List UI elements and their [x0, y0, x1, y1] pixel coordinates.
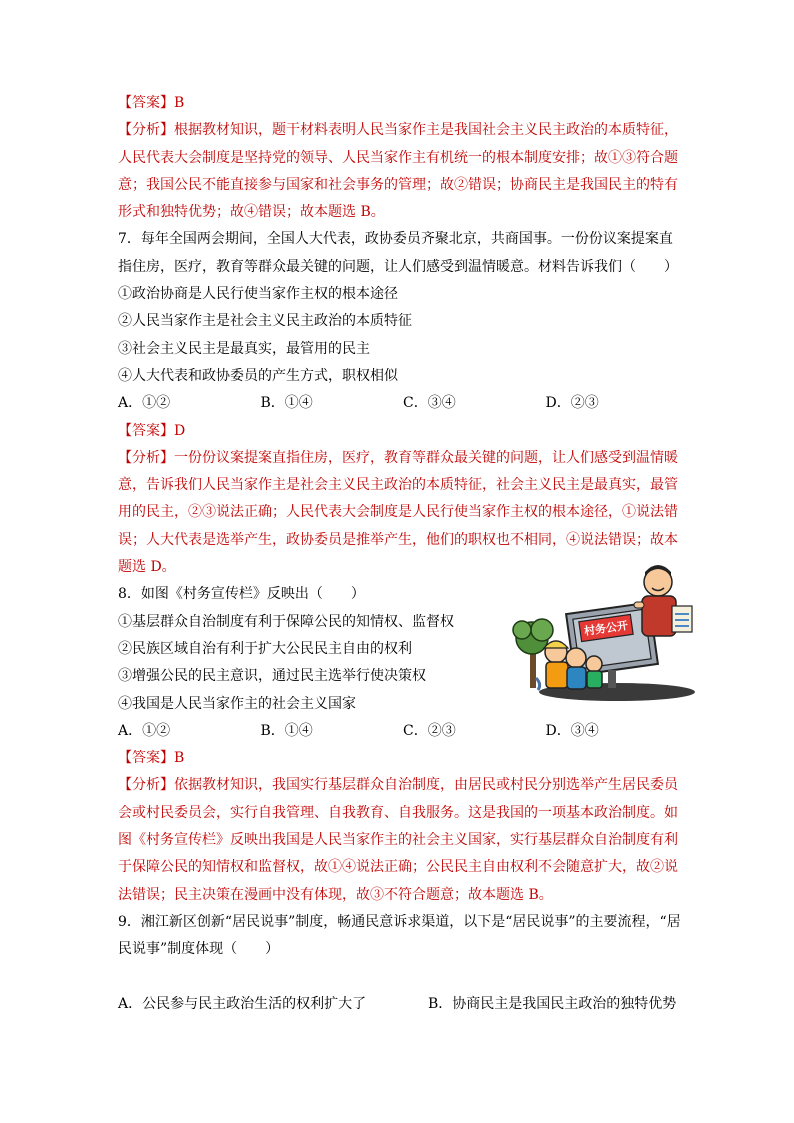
q7-analysis-line-2: 意，告诉我们人民当家作主是社会主义民主政治的本质特征，社会主义民主是最真实，最管: [118, 477, 678, 494]
q9-stem-line-2: 民说事”制度体现（ ）: [118, 941, 280, 958]
q7-analysis-line-1: 【分析】一份份议案提案直指住房，医疗，教育等群众最关键的问题，让人们感受到温情暖: [118, 449, 678, 466]
answer-value: B: [174, 95, 185, 111]
q6-analysis-line-2: 人民代表大会制度是坚持党的领导、人民当家作主有机统一的根本制度安排；故①③符合题: [118, 149, 678, 166]
answer-tag: 【答案】: [118, 422, 174, 439]
q8-analysis-line-2: 会或村民委员会，实行自我管理、自我教育、自我服务。这是我国的一项基本政治制度。如: [118, 804, 678, 821]
q8-option-c: C．②③: [403, 722, 456, 739]
q7-option-b: B．①④: [260, 395, 313, 412]
q9-option-b: B．协商民主是我国民主政治的独特优势: [428, 995, 677, 1012]
q7-stem-line-1: 7．每年全国两会期间，全国人大代表，政协委员齐聚北京，共商国事。一份份议案提案直: [118, 231, 673, 248]
q7-statement-2: ②人民当家作主是社会主义民主政治的本质特征: [118, 313, 412, 330]
q8-statement-3: ③增强公民的民主意识，通过民主选举行使决策权: [118, 668, 426, 685]
q7-option-a: A．①②: [118, 395, 171, 412]
q7-analysis-line-4: 误；人大代表是选举产生，政协委员是推举产生，他们的职权也不相同，④说法错误；故本: [118, 531, 678, 548]
q8-statement-2: ②民族区域自治有利于扩大公民民主自由的权利: [118, 640, 412, 657]
q7-stem-line-2: 指住房，医疗，教育等群众最关键的问题，让人们感受到温情暖意。材料告诉我们（ ）: [118, 258, 678, 275]
q7-statement-3: ③社会主义民主是最真实，最管用的民主: [118, 340, 370, 357]
q8-options: [118, 718, 688, 745]
analysis-tag: 【分析】: [118, 777, 174, 794]
q9-figure-gap: [118, 964, 688, 991]
q6-analysis-line-4: 形式和独特优势；故④错误；故本题选 B。: [118, 204, 385, 221]
q7-statement-4: ④人大代表和政协委员的产生方式，职权相似: [118, 367, 398, 384]
q8-option-d: D．③④: [545, 722, 599, 739]
q8-analysis-line-4: 于保障公民的知情权和监督权，故①④说法正确；公民民主自由权利不会随意扩大，故②说: [118, 859, 678, 876]
q8-analysis-line-3: 图《村务宣传栏》反映出我国是人民当家作主的社会主义国家，实行基层群众自治制度有利: [118, 832, 678, 849]
q7-statement-1: ①政治协商是人民行使当家作主权的根本途径: [118, 286, 398, 303]
answer-value: D: [174, 422, 186, 439]
q6-analysis-line-3: 意；我国公民不能直接参与国家和社会事务的管理；故②错误；协商民主是我国民主的特有: [118, 176, 678, 193]
q7-answer-line: [118, 418, 688, 445]
answer-tag: 【答案】: [118, 750, 174, 767]
analysis-tag: 【分析】: [118, 449, 174, 466]
q8-statement-4: ④我国是人民当家作主的社会主义国家: [118, 695, 356, 712]
q8-analysis-line-5: 法错误；民主决策在漫画中没有体现，故③不符合题意；故本题选 B。: [118, 886, 553, 903]
q7-option-d: D．②③: [545, 395, 599, 412]
q9-option-a: A．公民参与民主政治生活的权利扩大了: [118, 995, 367, 1012]
analysis-tag: 【分析】: [118, 122, 174, 139]
village-official-figure: [634, 565, 692, 636]
q9-stem-line-1: 9．湘江新区创新“居民说事”制度，畅通民意诉求渠道，以下是“居民说事”的主要流程，“居: [118, 913, 681, 930]
q8-stem: 8．如图《村务宣传栏》反映出（ ）: [118, 586, 365, 603]
answer-tag: 【答案】: [118, 95, 174, 111]
village-affairs-cartoon: [512, 560, 698, 710]
q9-options: [118, 991, 688, 1018]
q7-analysis-line-3: 用的民主，②③说法正确；人民代表大会制度是人民行使当家作主权的根本途径，①说法错: [118, 504, 678, 521]
q8-analysis-line-1: 【分析】依据教材知识，我国实行基层群众自治制度，由居民或村民分别选举产生居民委员: [118, 777, 678, 794]
q6-analysis-line-1: 【分析】根据教材知识，题干材料表明人民当家作主是我国社会主义民主政治的本质特征，: [118, 122, 678, 139]
q7-analysis-line-5: 题选 D。: [118, 559, 176, 576]
q8-answer-line: [118, 745, 688, 772]
q7-option-c: C．③④: [403, 395, 456, 412]
q6-answer-line: [118, 90, 688, 117]
q8-statement-1: ①基层群众自治制度有利于保障公民的知情权、监督权: [118, 613, 454, 630]
bulletin-sign-text: 村务公开: [583, 618, 629, 638]
exam-page: [118, 90, 688, 1018]
q8-option-b: B．①④: [260, 722, 313, 739]
q8-option-a: A．①②: [118, 722, 171, 739]
q7-options: [118, 390, 688, 417]
answer-value: B: [174, 750, 185, 767]
